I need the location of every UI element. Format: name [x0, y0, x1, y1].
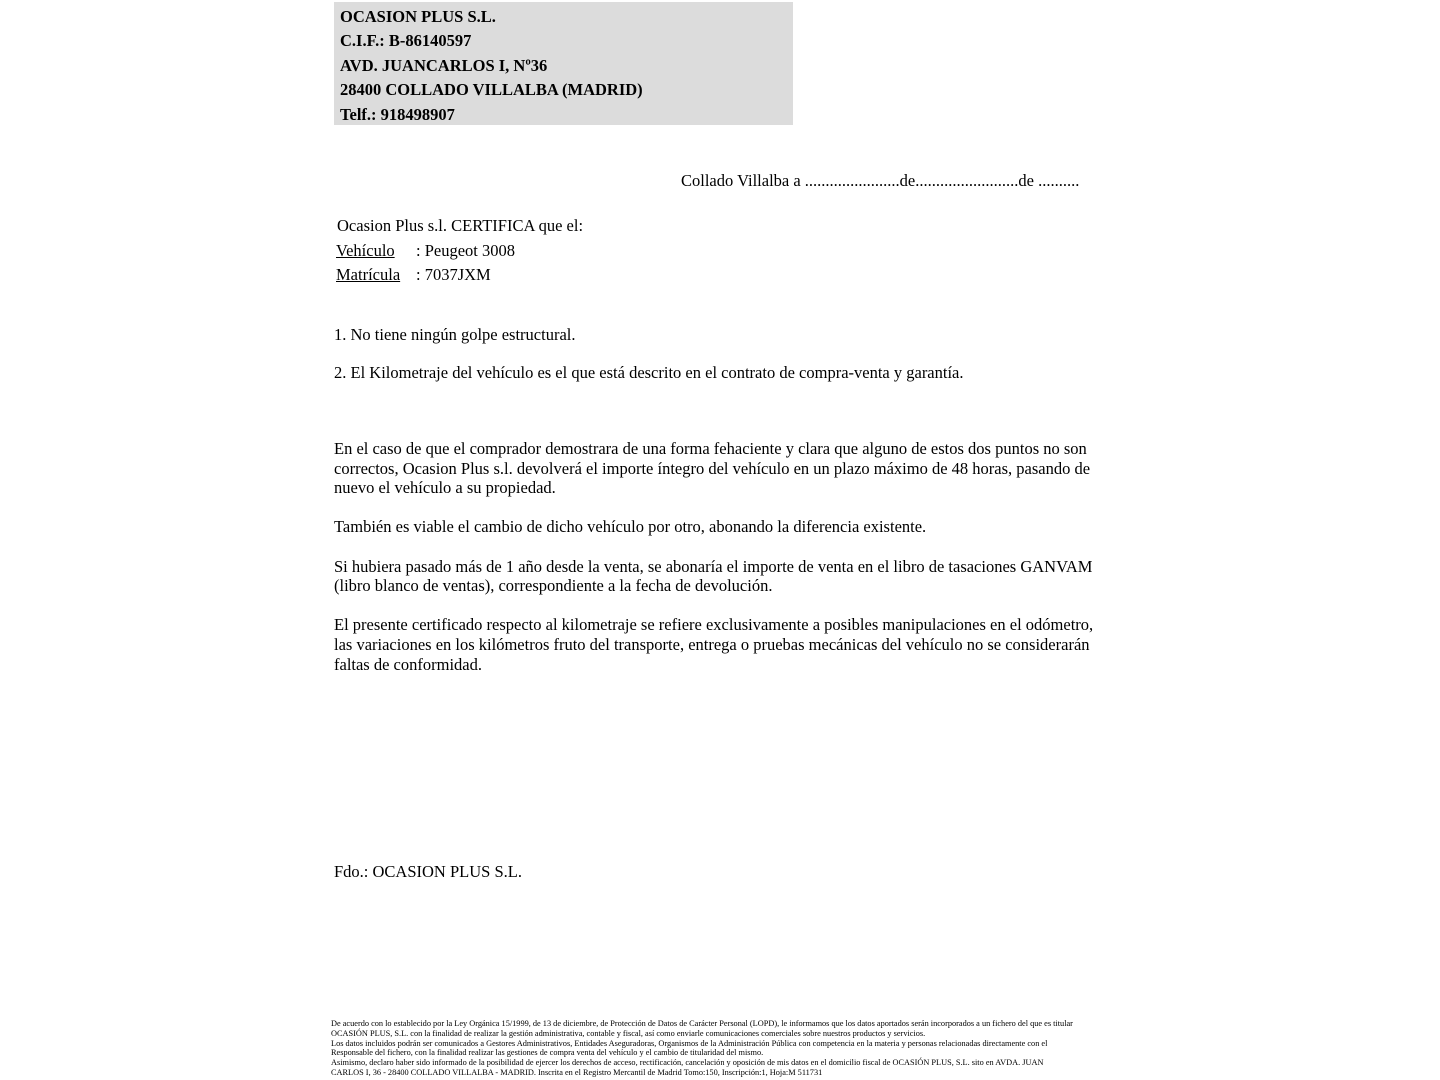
legal-line-1: De acuerdo con lo establecido por la Ley Orgánica 15/1999, de 13 de diciembre, de Protección de Datos de Carácter Personal (LOPD), le informamos que los datos aportados serán incorporados a un fichero del que es titular [331, 1019, 1073, 1028]
vehicle-field-row [336, 239, 515, 263]
paragraph-refund: En el caso de que el comprador demostrara de una forma fehaciente y clara que alguno de estos dos puntos no son correctos, Ocasion Plus s.l. devolverá el importe íntegro del vehículo en un plazo máximo de 48 horas, pasando de nuevo el vehículo a su propiedad. [334, 439, 1091, 498]
company-header-box [334, 2, 793, 125]
vehicle-value: Peugeot 3008 [424, 241, 516, 260]
company-address: AVD. JUANCARLOS I, Nº36 [340, 55, 548, 75]
legal-line-4: Responsable del fichero, con la finalidad realizar las gestiones de compra venta del vehículo y el cambio de titularidad del mismo. [331, 1048, 764, 1058]
company-name: OCASION PLUS S.L. [340, 7, 496, 26]
paragraph-odometer: El presente certificado respecto al kilometraje se refiere exclusivamente a posibles manipulaciones en el odómetro, las variaciones en los kilómetros fruto del transporte, entrega o pruebas mecánicas del vehículo no se considerarán faltas de conformidad. [334, 615, 1094, 674]
vehicle-separator: : [416, 241, 421, 260]
signature-line: Fdo.: OCASION PLUS S.L. [334, 862, 522, 881]
legal-line-6: CARLOS I, 36 - 28400 COLLADO VILLALBA - MADRID. Inscrita en el Registro Mercantil de Madrid Tomo:150, Inscripción:1, Hoja:M 511731 [331, 1067, 823, 1077]
certify-intro: Ocasion Plus s.l. CERTIFICA que el: [337, 216, 584, 235]
legal-line-2: OCASIÓN PLUS, S.L. con la finalidad de realizar la gestión administrativa, contable y fiscal, así como enviarle comunicaciones comerciales sobre nuestros productos y servicios. [331, 1028, 926, 1038]
company-phone: Telf.: 918498907 [340, 104, 455, 124]
plate-value: 7037JXM [424, 264, 491, 284]
legal-line-3: Los datos incluidos podrán ser comunicados a Gestores Administrativos, Entidades Aseguradoras, Organismos de la Administración Pública con competencia en la materia y personas relacionadas directamente con el [331, 1038, 1048, 1048]
plate-separator: : [416, 264, 421, 284]
terms-paragraphs [334, 439, 1099, 694]
date-line: Collado Villalba a .......................de.........................de .......... [681, 171, 1080, 190]
plate-label: Matrícula [336, 264, 401, 284]
vehicle-label: Vehículo [336, 241, 395, 260]
certification-fields [336, 239, 515, 286]
company-city: 28400 COLLADO VILLALBA (MADRID) [340, 80, 643, 100]
paragraph-exchange: También es viable el cambio de dicho vehículo por otro, abonando la diferencia existente. [334, 517, 927, 537]
plate-field-row [336, 263, 515, 287]
statement-1: 1. No tiene ningún golpe estructural. [334, 325, 576, 344]
certified-statements [334, 325, 964, 382]
company-cif: C.I.F.: B-86140597 [340, 31, 472, 51]
statement-2: 2. El Kilometraje del vehículo es el que está descrito en el contrato de compra-venta y garantía. [334, 362, 964, 382]
legal-line-5: Asimismo, declaro haber sido informado de la posibilidad de ejercer los derechos de acceso, rectificación, cancelación y oposición de mis datos en el domicilio fiscal de OCASIÓN PLUS, S.L. sito en AVDA. JUAN [331, 1058, 1044, 1067]
legal-footer [331, 1019, 1073, 1078]
paragraph-ganvam: Si hubiera pasado más de 1 año desde la venta, se abonaría el importe de venta en el libro de tasaciones GANVAM (libro blanco de ventas), correspondiente a la fecha de devolución. [334, 556, 1093, 596]
